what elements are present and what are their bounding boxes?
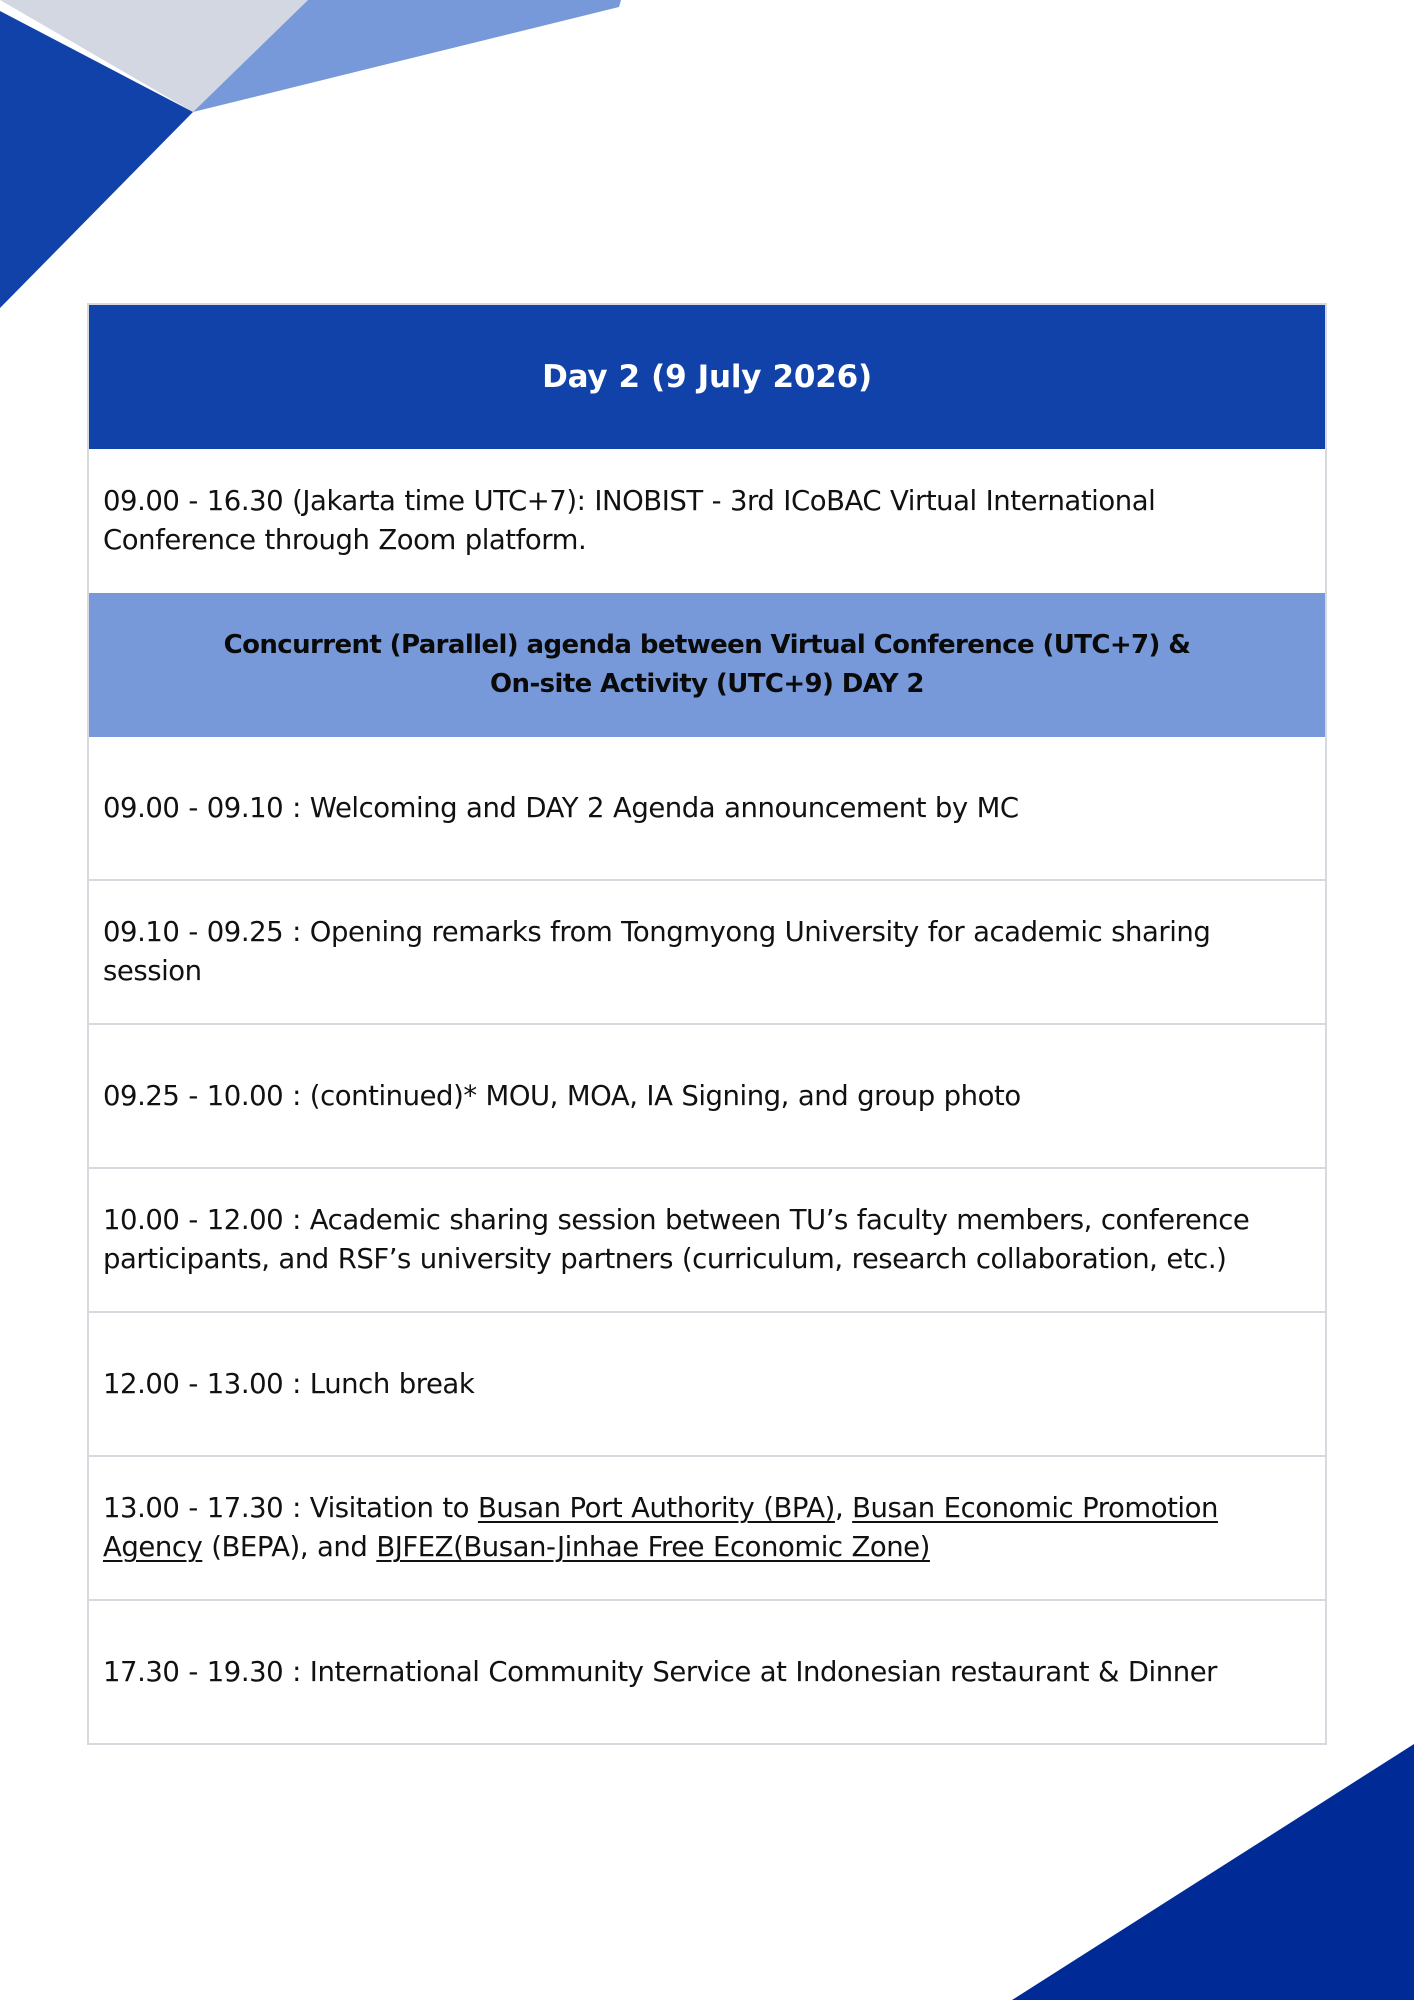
agenda-table xyxy=(87,303,1327,1745)
agenda-item-text: 12.00 - 13.00 : Lunch break xyxy=(103,1367,475,1400)
agenda-item-text: 09.00 - 09.10 : Welcoming and DAY 2 Agenda announcement by MC xyxy=(103,791,1019,824)
bottom-navy-triangle xyxy=(1012,1744,1414,2000)
agenda-item-text: 17.30 - 19.30 : International Community Service at Indonesian restaurant & Dinner xyxy=(103,1655,1218,1688)
top-grey-triangle xyxy=(0,0,308,112)
virtual-conference-row xyxy=(89,449,1325,593)
agenda-item-visitation xyxy=(89,1457,1325,1601)
concurrent-agenda-header xyxy=(89,593,1325,737)
concurrent-agenda-title xyxy=(224,626,1191,704)
visitation-prefix: 13.00 - 17.30 : Visitation to xyxy=(103,1492,478,1524)
link-busan-economic-promotion-agency[interactable]: Busan Economic Promotion Agency xyxy=(103,1492,1218,1563)
agenda-item-signing xyxy=(89,1025,1325,1169)
agenda-item-text: 09.25 - 10.00 : (continued)* MOU, MOA, IA Signing, and group photo xyxy=(103,1079,1021,1112)
concurrent-agenda-line-1: Concurrent (Parallel) agenda between Virtual Conference (UTC+7) & xyxy=(223,630,1191,660)
agenda-item-lunch xyxy=(89,1313,1325,1457)
agenda-item-text: 10.00 - 12.00 : Academic sharing session between TU’s faculty members, conference participants, and RSF’s university partners (curriculum, research collaboration, etc.) xyxy=(103,1204,1250,1275)
virtual-conference-text: 09.00 - 16.30 (Jakarta time UTC+7): INOBIST - 3rd ICoBAC Virtual International Conference through Zoom platform. xyxy=(103,485,1156,556)
agenda-item-text: 09.10 - 09.25 : Opening remarks from Tongmyong University for academic sharing session xyxy=(103,916,1211,987)
agenda-item-opening-remarks xyxy=(89,881,1325,1025)
agenda-item-welcoming xyxy=(89,737,1325,881)
concurrent-agenda-line-2: On-site Activity (UTC+9) DAY 2 xyxy=(490,669,924,699)
top-light-blue-triangle xyxy=(193,0,621,112)
agenda-item-community-service xyxy=(89,1601,1325,1745)
agenda-item-academic-sharing xyxy=(89,1169,1325,1313)
day-title: Day 2 (9 July 2026) xyxy=(542,358,872,395)
agenda-item-text xyxy=(103,1489,1311,1567)
visitation-separator: , xyxy=(834,1492,853,1524)
day-header xyxy=(89,305,1325,449)
link-bjfez[interactable]: BJFEZ(Busan-Jinhae Free Economic Zone) xyxy=(376,1531,930,1563)
link-busan-port-authority[interactable]: Busan Port Authority (BPA) xyxy=(477,1492,835,1524)
visitation-middle: (BEPA), and xyxy=(202,1531,377,1563)
top-dark-blue-triangle xyxy=(0,11,193,308)
